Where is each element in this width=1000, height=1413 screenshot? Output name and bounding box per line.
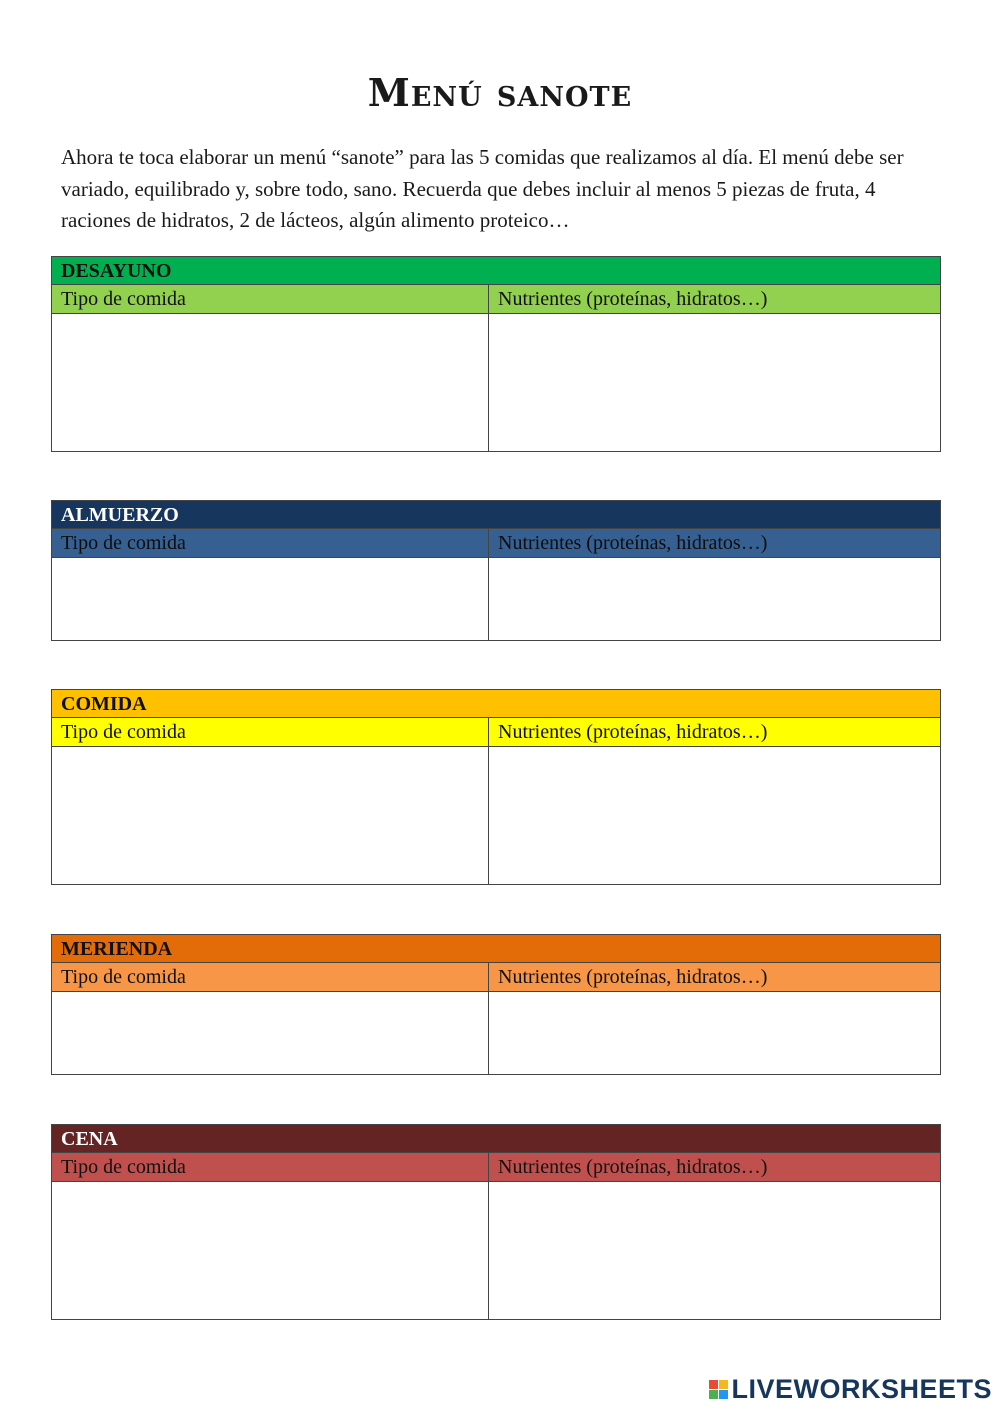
column-label-food-type: Tipo de comida (52, 1153, 489, 1181)
food-type-answer-cell[interactable] (52, 558, 489, 640)
column-label-food-type: Tipo de comida (52, 718, 489, 746)
column-label-nutrients: Nutrientes (proteínas, hidratos…) (498, 1156, 768, 1178)
meal-header: COMIDA (51, 689, 941, 717)
column-label-nutrients: Nutrientes (proteínas, hidratos…) (498, 966, 768, 988)
nutrients-answer-cell[interactable] (489, 992, 940, 1074)
column-label-food-type: Tipo de comida (52, 529, 489, 557)
column-label-food-type: Tipo de comida (52, 285, 489, 313)
liveworksheets-logo (709, 1374, 992, 1405)
column-label-nutrients: Nutrientes (proteínas, hidratos…) (498, 288, 768, 310)
column-header-row (51, 717, 941, 746)
brand-name: LIVEWORKSHEETS (731, 1374, 992, 1404)
food-type-answer-cell[interactable] (52, 992, 489, 1074)
meal-table-desayuno (51, 256, 941, 452)
meal-header: CENA (51, 1124, 941, 1152)
answer-row (51, 746, 941, 885)
food-type-answer-cell[interactable] (52, 314, 489, 451)
column-header-row (51, 284, 941, 313)
nutrients-answer-cell[interactable] (489, 558, 940, 640)
meal-table-cena (51, 1124, 941, 1320)
meal-table-comida (51, 689, 941, 885)
nutrients-answer-cell[interactable] (489, 1182, 940, 1319)
food-type-answer-cell[interactable] (52, 1182, 489, 1319)
nutrients-answer-cell[interactable] (489, 747, 940, 884)
meal-header: DESAYUNO (51, 256, 941, 284)
food-type-answer-cell[interactable] (52, 747, 489, 884)
answer-row (51, 557, 941, 641)
column-header-row (51, 962, 941, 991)
page-title: Menú sanote (367, 70, 633, 115)
column-label-nutrients: Nutrientes (proteínas, hidratos…) (498, 721, 768, 743)
answer-row (51, 991, 941, 1075)
column-header-row (51, 1152, 941, 1181)
liveworksheets-logo-icon (709, 1380, 728, 1399)
column-header-row (51, 528, 941, 557)
answer-row (51, 1181, 941, 1320)
column-label-nutrients: Nutrientes (proteínas, hidratos…) (498, 532, 768, 554)
instructions-paragraph: Ahora te toca elaborar un menú “sanote” para las 5 comidas que realizamos al día. El menú debe ser variado, equilibrado y, sobre todo, sano. Recuerda que debes incluir al menos 5 piezas de fruta, 4 raciones de hidratos, 2 de lácteos, algún alimento proteico… (61, 145, 904, 232)
column-label-food-type: Tipo de comida (52, 963, 489, 991)
nutrients-answer-cell[interactable] (489, 314, 940, 451)
meal-header: ALMUERZO (51, 500, 941, 528)
meal-table-merienda (51, 934, 941, 1075)
meal-header: MERIENDA (51, 934, 941, 962)
answer-row (51, 313, 941, 452)
meal-table-almuerzo (51, 500, 941, 641)
